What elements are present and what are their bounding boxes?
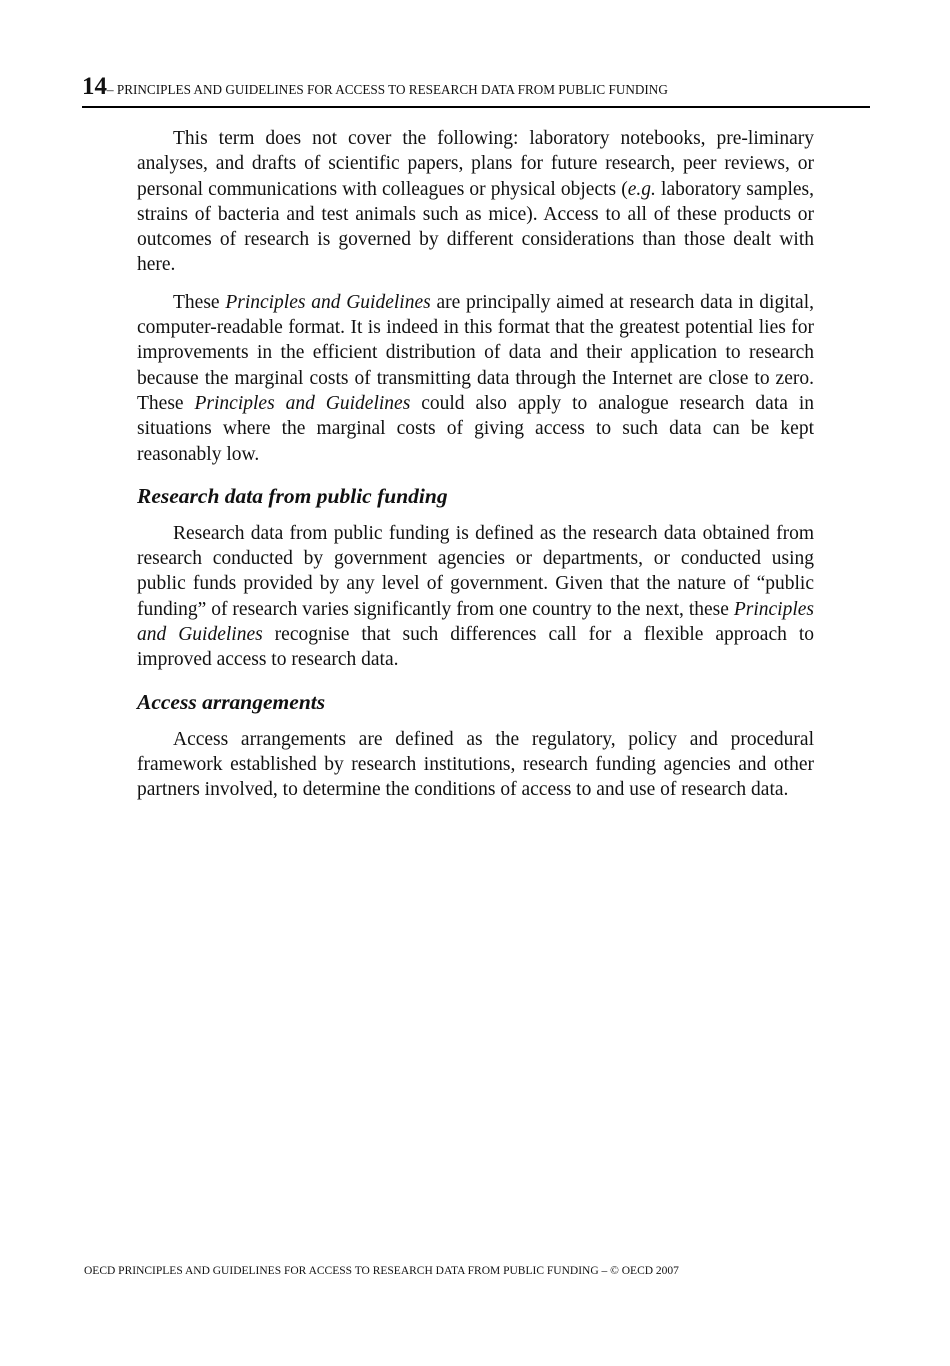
emphasis-eg: e.g. bbox=[627, 178, 656, 200]
emphasis-principles-guidelines: Principles and Guidelines bbox=[225, 291, 431, 313]
emphasis-principles-guidelines: Principles and Guidelines bbox=[194, 392, 411, 414]
section-heading-public-funding: Research data from public funding bbox=[137, 483, 448, 508]
paragraph-public-funding-definition: Research data from public funding is defined as the research data obtained from research conducted by government agencies or departments, or conducted using public funds provided by any level of government. Given that the nature of “public funding” of research varies significantly from one country to the next, these Principles and Guidelines recognise that such differences call for a flexible approach to improved access to research data. bbox=[137, 522, 814, 671]
page-header bbox=[82, 72, 870, 108]
section-heading-access-arrangements: Access arrangements bbox=[137, 689, 326, 714]
running-header-title: – PRINCIPLES AND GUIDELINES FOR ACCESS TO RESEARCH DATA FROM PUBLIC FUNDING bbox=[107, 82, 668, 97]
paragraph-digital-format: These Principles and Guidelines are principally aimed at research data in digital, computer-readable format. It is indeed in this format that the greatest potential lies for improvements in the efficient distribution of data and their application to research because the marginal costs of transmitting data through the Internet are close to zero. These Principles and Guidelines could also apply to analogue research data in situations where the marginal costs of giving access to such data can be kept reasonably low. bbox=[137, 291, 815, 465]
page-number: 14 bbox=[82, 73, 107, 100]
page-footer: OECD PRINCIPLES AND GUIDELINES FOR ACCESS TO RESEARCH DATA FROM PUBLIC FUNDING – © OECD 2007 bbox=[84, 1265, 679, 1277]
emphasis-principles-guidelines: Principles and Guidelines bbox=[137, 598, 814, 646]
paragraph-exclusions: This term does not cover the following: laboratory notebooks, pre-liminary analyses, and drafts of scientific papers, plans for future research, peer reviews, or personal communications with colleagues or physical objects (e.g. laboratory samples, strains of bacteria and test animals such as mice). Access to all of these products or outcomes of research is governed by different considerations than those dealt with here. bbox=[137, 128, 814, 276]
paragraph-access-arrangements-definition: Access arrangements are defined as the regulatory, policy and procedural framework established by research institutions, research funding agencies and other partners involved, to determine the conditions of access to and use of research data. bbox=[137, 728, 814, 801]
document-body bbox=[137, 126, 814, 815]
